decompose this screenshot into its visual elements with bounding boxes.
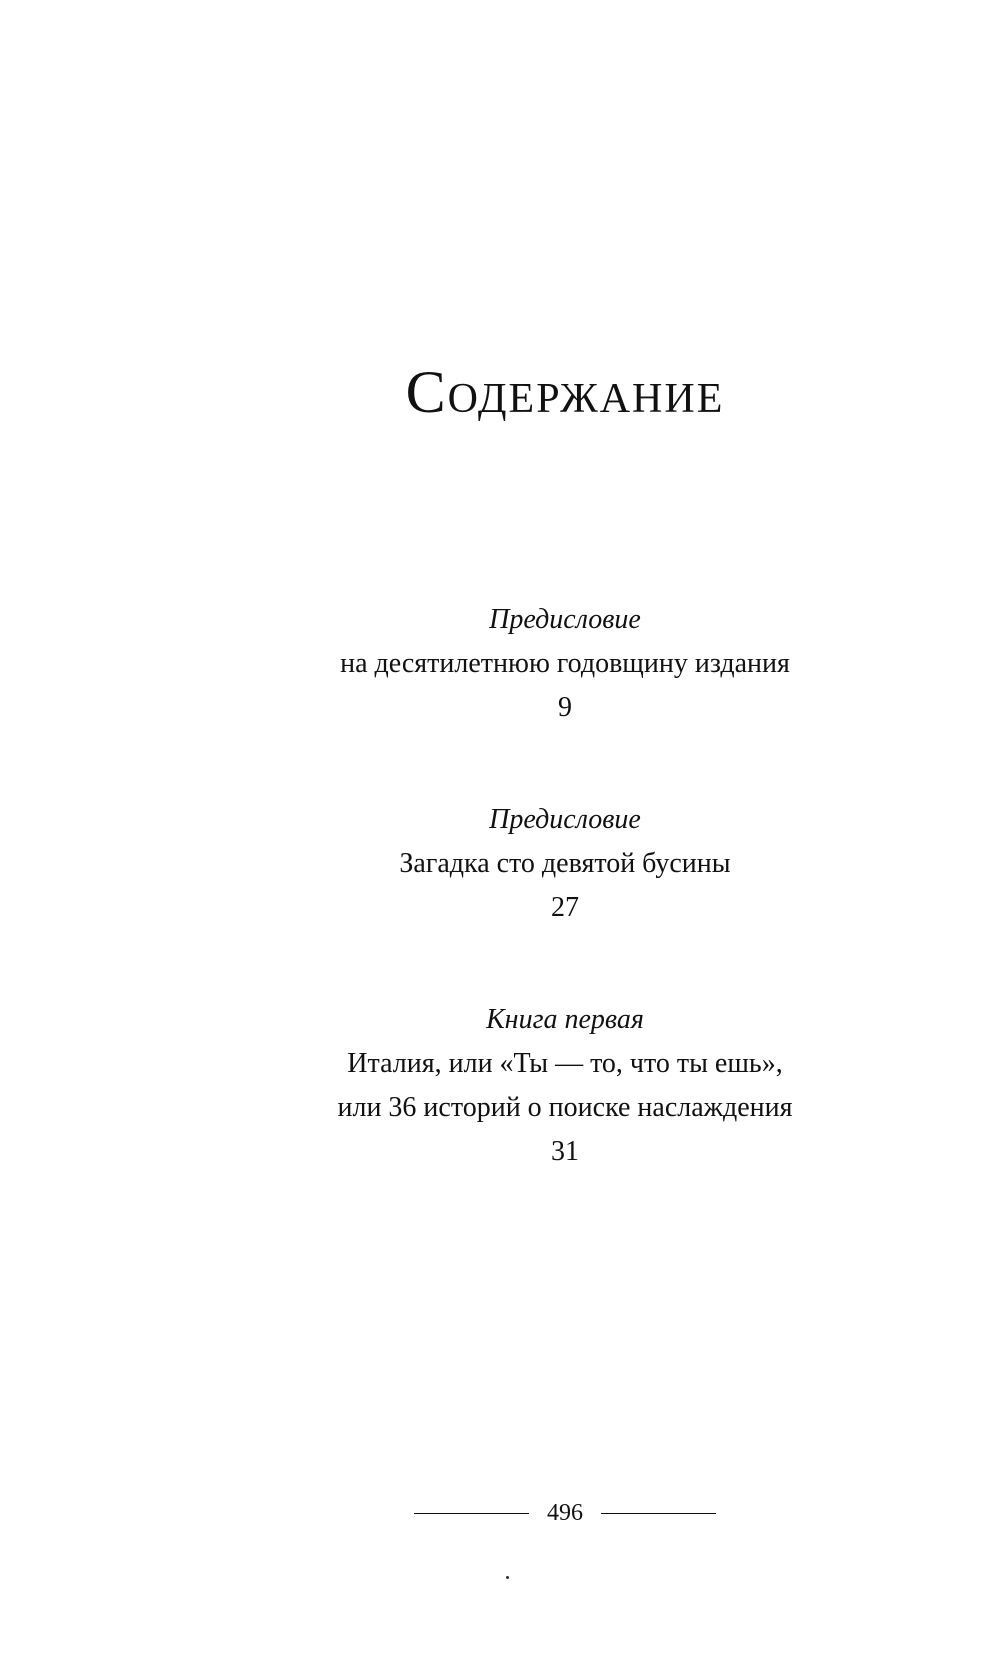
toc-entry-title: на десятилетнюю годовщину издания [340, 648, 790, 679]
toc-entry [0, 598, 1000, 730]
toc-entry-title: Италия, или «Ты — то, что ты ешь», [347, 1048, 783, 1079]
toc-entry [0, 798, 1000, 930]
page-number: 496 [547, 1500, 583, 1526]
footer-rule-left [414, 1513, 529, 1514]
toc-entry-page-number: 9 [558, 692, 572, 723]
toc-entry-label: Предисловие [489, 804, 641, 835]
page-title: Содержание [405, 359, 725, 425]
toc-entry-label: Предисловие [489, 604, 641, 635]
toc-entry-page-number: 27 [551, 892, 579, 923]
footer-rule-right [601, 1513, 716, 1514]
toc-entry-title-continued: или 36 историй о поиске наслаждения [337, 1092, 793, 1123]
toc-entry [0, 998, 1000, 1174]
page-footer [0, 1500, 1000, 1527]
toc-entry-title: Загадка сто девятой бусины [399, 848, 731, 879]
toc-entry-label: Книга первая [486, 1004, 644, 1035]
print-speck [506, 1576, 509, 1579]
toc-entry-page-number: 31 [551, 1136, 579, 1167]
